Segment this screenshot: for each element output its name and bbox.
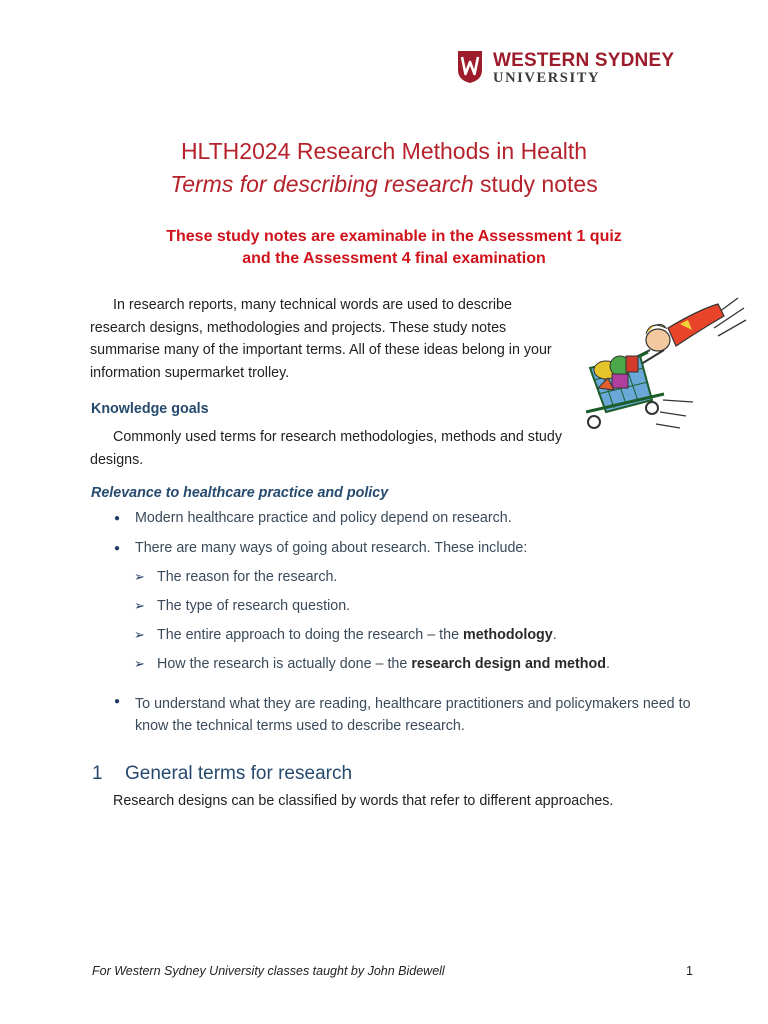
bullet-dot-icon: ● xyxy=(114,543,121,554)
arrow-right-icon: ➢ xyxy=(134,598,145,613)
bullet-text: To understand what they are reading, healthcare practitioners and policymakers need to know the technical terms used to describe research. xyxy=(135,696,691,734)
sub-bullet-text: The type of research question. xyxy=(157,598,351,614)
knowledge-goals-text: Commonly used terms for research methodologies, methods and study designs. xyxy=(90,429,562,468)
document-title: HLTH2024 Research Methods in Health xyxy=(180,138,588,164)
bullet-dot-icon: ● xyxy=(114,696,121,707)
shopping-trolley-clipart xyxy=(568,290,750,450)
arrow-right-icon: ➢ xyxy=(134,569,145,584)
bullet-text: Modern healthcare practice and policy depend on research. xyxy=(135,510,512,526)
sub-bullet-text xyxy=(157,627,557,643)
exam-notice-line1: These study notes are examinable in the Assessment 1 quiz xyxy=(166,228,622,245)
sub-text-post: . xyxy=(552,627,557,643)
sub-text-pre: The entire approach to doing the research – the xyxy=(157,627,463,643)
arrow-right-icon: ➢ xyxy=(134,627,145,642)
arrow-right-icon: ➢ xyxy=(134,656,145,671)
term-methodology: methodology xyxy=(463,627,553,643)
section-title: General terms for research xyxy=(125,763,353,784)
section-number: 1 xyxy=(92,763,103,784)
logo-wordmark-line1: WESTERN SYDNEY xyxy=(493,50,675,71)
sub-bullet-text xyxy=(157,656,610,672)
sub-bullet-text: The reason for the research. xyxy=(157,569,338,585)
bullet-text: There are many ways of going about research. These include: xyxy=(135,540,528,556)
relevance-heading: Relevance to healthcare practice and policy xyxy=(91,485,389,501)
intro-paragraph: In research reports, many technical words are used to describe research designs, methodologies and projects. These study notes summarise many of the important terms. All of these ideas belong in your information supermarket trolley. xyxy=(90,297,552,381)
term-research-design: research design and method xyxy=(411,656,606,672)
page-number: 1 xyxy=(686,964,693,978)
bullet-dot-icon: ● xyxy=(114,513,121,524)
section-text: Research designs can be classified by words that refer to different approaches. xyxy=(113,793,614,809)
subtitle-italic: Terms for describing research xyxy=(170,171,474,197)
knowledge-goals-heading: Knowledge goals xyxy=(91,401,209,417)
university-logo xyxy=(457,50,687,90)
document-subtitle xyxy=(0,171,768,198)
footer-text: For Western Sydney University classes taught by John Bidewell xyxy=(92,964,445,978)
sub-text-pre: How the research is actually done – the xyxy=(157,656,412,672)
subtitle-rest: study notes xyxy=(473,171,598,197)
sub-text-post: . xyxy=(605,656,610,672)
logo-wordmark-line2: UNIVERSITY xyxy=(493,70,601,86)
exam-notice-line2: and the Assessment 4 final examination xyxy=(242,250,546,267)
shield-icon xyxy=(457,50,483,84)
